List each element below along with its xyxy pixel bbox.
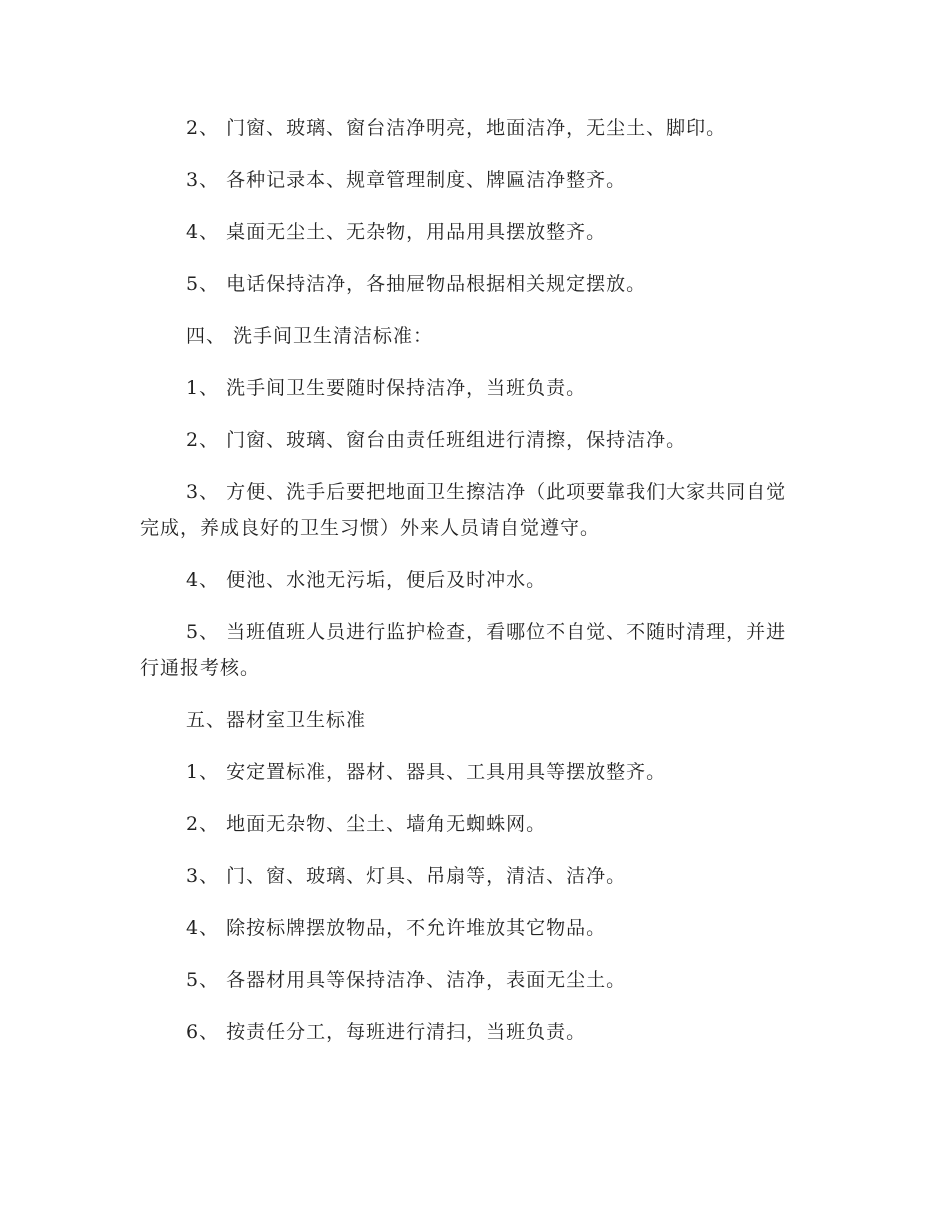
- document-body: [140, 110, 800, 1050]
- paragraph-5: 1、 洗手间卫生要随时保持洁净，当班负责。: [186, 377, 587, 399]
- paragraph-6: 2、 门窗、玻璃、窗台由责任班组进行清擦，保持洁净。: [186, 429, 687, 451]
- paragraph-11: 2、 地面无杂物、尘土、墙角无蜘蛛网。: [186, 813, 547, 835]
- paragraph-8: 4、 便池、水池无污垢，便后及时冲水。: [186, 569, 547, 591]
- section-heading-4: 四、 洗手间卫生清洁标准：: [186, 325, 434, 347]
- paragraph-3: 4、 桌面无尘土、无杂物，用品用具摆放整齐。: [186, 221, 607, 243]
- paragraph-4: 5、 电话保持洁净，各抽屉物品根据相关规定摆放。: [186, 273, 647, 295]
- section-heading-5: 五、器材室卫生标准: [186, 709, 367, 731]
- paragraph-15: 6、 按责任分工，每班进行清扫，当班负责。: [186, 1021, 587, 1043]
- paragraph-14: 5、 各器材用具等保持洁净、洁净，表面无尘土。: [186, 969, 627, 991]
- paragraph-13: 4、 除按标牌摆放物品，不允许堆放其它物品。: [186, 917, 607, 939]
- paragraph-9: 5、 当班值班人员进行监护检查，看哪位不自觉、不随时清理，并进行通报考核。: [140, 621, 787, 679]
- paragraph-2: 3、 各种记录本、规章管理制度、牌匾洁净整齐。: [186, 169, 627, 191]
- paragraph-12: 3、 门、窗、玻璃、灯具、吊扇等，清洁、洁净。: [186, 865, 627, 887]
- paragraph-10: 1、 安定置标准，器材、器具、工具用具等摆放整齐。: [186, 761, 667, 783]
- paragraph-7: 3、 方便、洗手后要把地面卫生擦洁净（此项要靠我们大家共同自觉完成，养成良好的卫生习惯）外来人员请自觉遵守。: [140, 481, 787, 539]
- paragraph-1: 2、 门窗、玻璃、窗台洁净明亮，地面洁净，无尘土、脚印。: [186, 117, 727, 139]
